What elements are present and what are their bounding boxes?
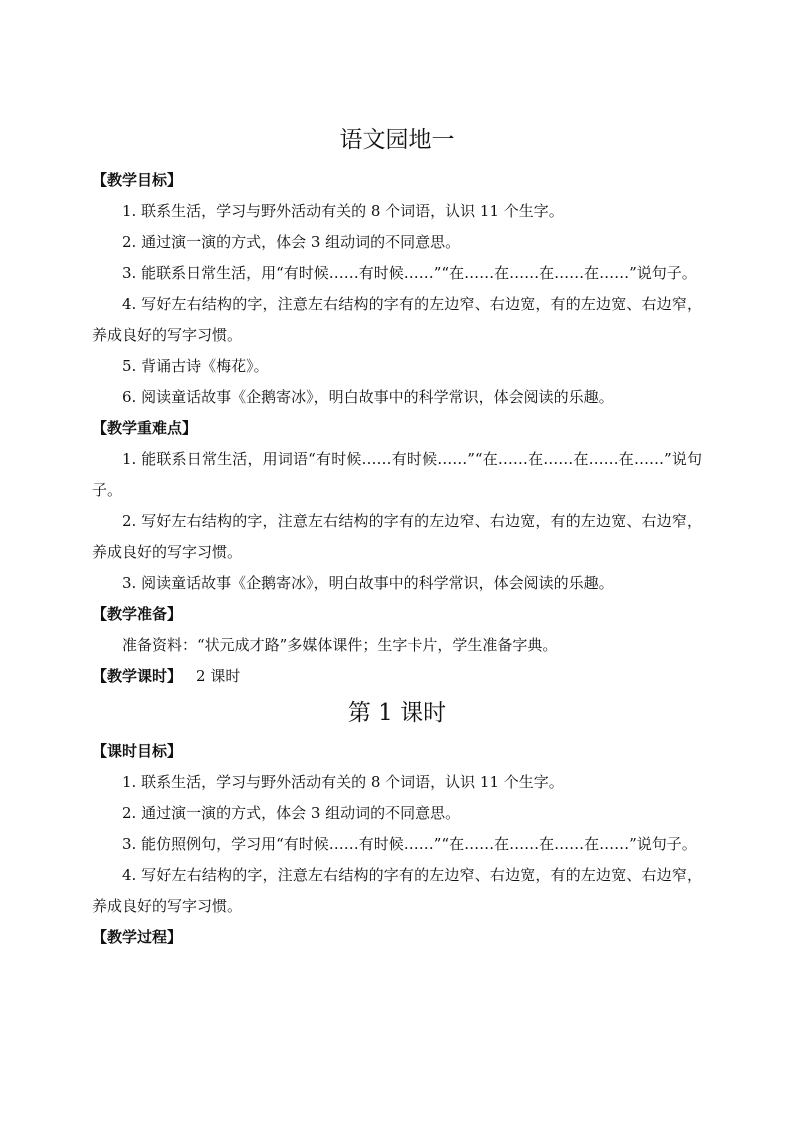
hours-value: 2 课时 (196, 667, 241, 685)
goal-item: 5. 背诵古诗《梅花》。 (122, 357, 269, 375)
section-heading-process: 【教学过程】 (92, 928, 183, 946)
goal-item: 3. 能联系日常生活，用“有时候……有时候……”“在……在……在……在……”说句子。 (122, 264, 697, 282)
section-heading-prep: 【教学准备】 (92, 605, 183, 623)
goal-item: 4. 写好左右结构的字，注意左右结构的字有的左边窄、右边宽，有的左边宽、右边窄，养成良好的写字习惯。 (92, 295, 702, 344)
lesson-goal-item: 3. 能仿照例句，学习用“有时候……有时候……”“在……在……在……在……”说句子。 (122, 835, 697, 853)
goal-item: 2. 通过演一演的方式，体会 3 组动词的不同意思。 (122, 233, 461, 251)
goal-item: 6. 阅读童话故事《企鹅寄冰》，明白故事中的科学常识，体会阅读的乐趣。 (122, 388, 614, 406)
goal-item: 1. 联系生活，学习与野外活动有关的 8 个词语，认识 11 个生字。 (122, 202, 564, 220)
section-heading-goals: 【教学目标】 (92, 171, 183, 189)
keypoint-item: 2. 写好左右结构的字，注意左右结构的字有的左边窄、右边宽，有的左边宽、右边窄，养成良好的写字习惯。 (92, 512, 702, 561)
keypoint-item: 3. 阅读童话故事《企鹅寄冰》，明白故事中的科学常识，体会阅读的乐趣。 (122, 574, 614, 592)
section-heading-hours (92, 661, 702, 692)
lesson-goal-item: 1. 联系生活，学习与野外活动有关的 8 个词语，认识 11 个生字。 (122, 773, 564, 791)
lesson-goal-item: 2. 通过演一演的方式，体会 3 组动词的不同意思。 (122, 804, 461, 822)
section-heading-lesson-goals: 【课时目标】 (92, 742, 183, 760)
keypoint-item: 1. 能联系日常生活，用词语“有时候……有时候……”“在……在……在……在……”说句子。 (92, 450, 702, 499)
lesson-goal-item: 4. 写好左右结构的字，注意左右结构的字有的左边窄、右边宽，有的左边宽、右边窄，养成良好的写字习惯。 (92, 866, 702, 915)
hours-label: 【教学课时】 (92, 667, 183, 685)
document-title: 语文园地一 (339, 127, 455, 153)
lesson-title: 第 1 课时 (347, 700, 447, 726)
prep-text: 准备资料：“状元成才路”多媒体课件；生字卡片，学生准备字典。 (122, 636, 558, 654)
section-heading-keypoints: 【教学重难点】 (92, 419, 198, 437)
